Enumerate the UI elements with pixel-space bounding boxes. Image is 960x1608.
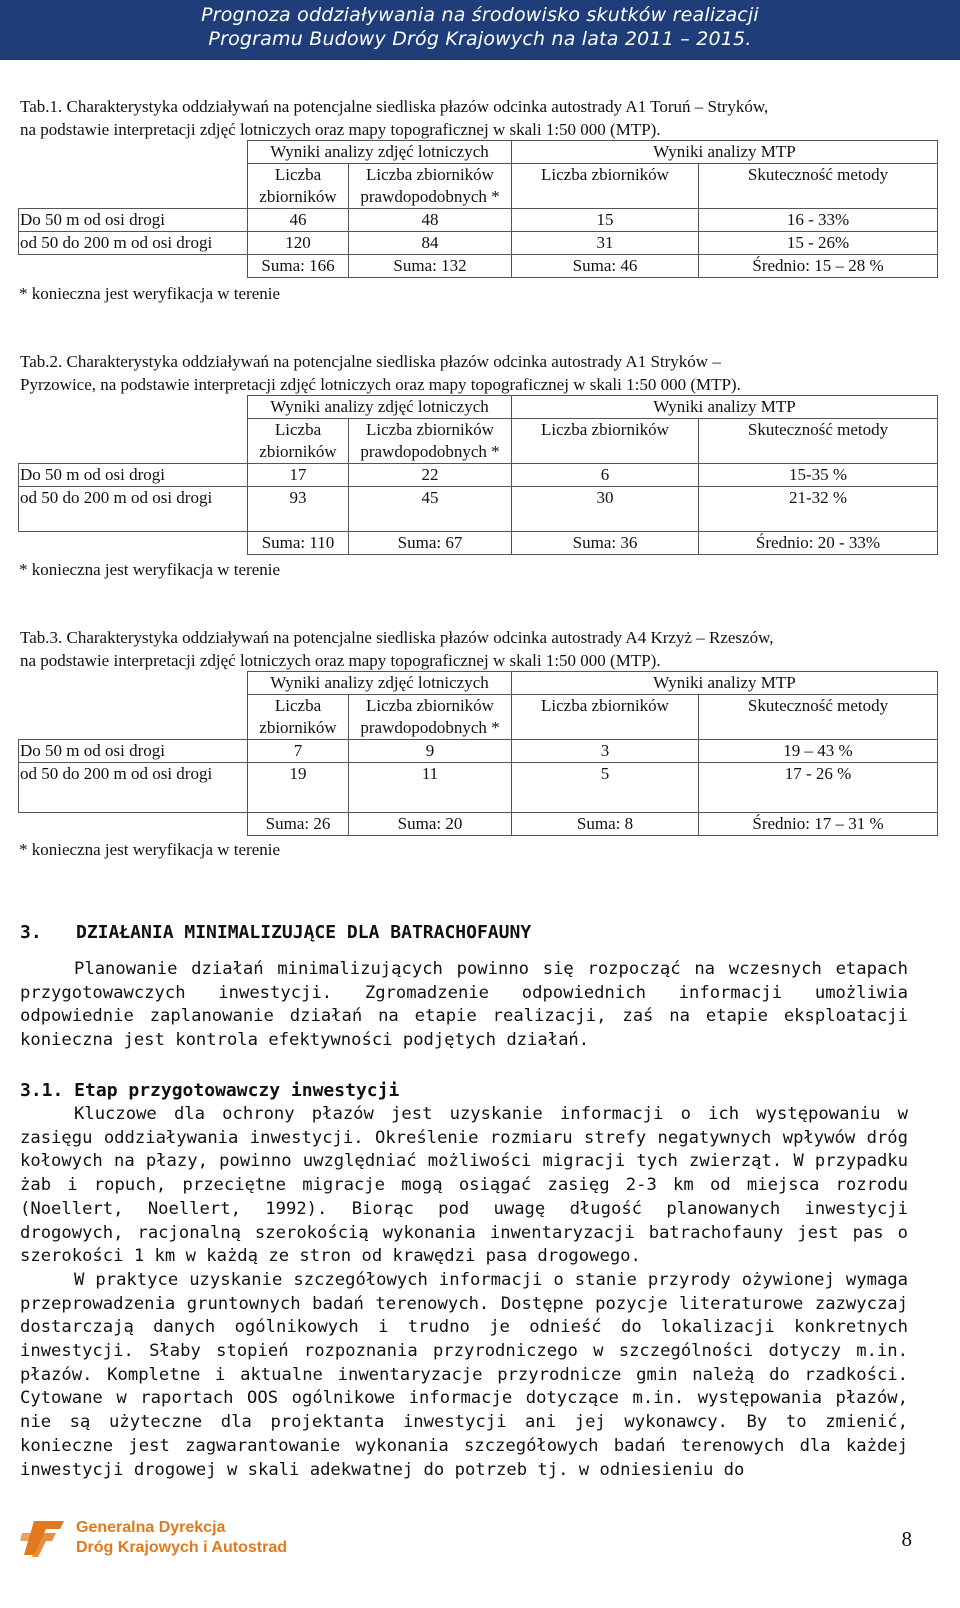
group-aerial: Wyniki analizy zdjęć lotniczych [248,672,512,695]
cell: 19 – 43 % [699,740,938,763]
cell: 16 - 33% [699,209,938,232]
row-label: od 50 do 200 m od osi drogi [19,763,248,813]
column-header: Liczba zbiorników prawdopodobnych * [349,419,512,464]
column-header: Liczba zbiorników [248,695,349,740]
table-3-note: * konieczna jest weryfikacja w terenie [19,840,281,859]
cell: 17 - 26 % [699,763,938,813]
table-header-groups [19,141,938,164]
table-row [19,740,938,763]
table-sum-row [19,255,938,278]
table-1-note: * konieczna jest weryfikacja w terenie [19,284,281,303]
cell: 17 [248,464,349,487]
sum-cell: Suma: 67 [349,532,512,555]
section-3-1-body [20,1103,908,1482]
table-row [19,209,938,232]
row-label: Do 50 m od osi drogi [19,464,248,487]
sum-cell: Suma: 8 [512,813,699,836]
table-sum-row [19,813,938,836]
column-header: Liczba zbiorników [248,419,349,464]
cell: 15 [512,209,699,232]
caption-line: Tab.1. Charakterystyka oddziaływań na potencjalne siedliska płazów odcinka autostrady A1 Toruń – Stryków, [20,97,769,116]
column-header: Skuteczność metody [699,695,938,740]
page-number: 8 [901,1527,912,1551]
group-aerial: Wyniki analizy zdjęć lotniczych [248,396,512,419]
column-header: Skuteczność metody [699,419,938,464]
table-row [19,487,938,532]
caption-line: na podstawie interpretacji zdjęć lotniczych oraz mapy topograficznej w skali 1:50 000 (MTP). [20,120,661,139]
header-line-1: Prognoza oddziaływania na środowisko skutków realizacji [201,4,759,26]
paragraph: Planowanie działań minimalizujących powinno się rozpocząć na wczesnych etapach przygotowawczych inwestycji. Zgromadzenie odpowiednich informacji umożliwia odpowiednie zaplanowanie działań na etapie realizacji, zaś na etapie eksploatacji konieczna jest kontrola efektywności podjętych działań. [20,959,908,1051]
cell: 46 [248,209,349,232]
paragraph: W praktyce uzyskanie szczegółowych informacji o stanie przyrody ożywionej wymaga przeprowadzenia gruntownych badań terenowych. Dostępne pozycje literaturowe zazwyczaj dostarczają danych ogólnikowych i trudno je odnieść do lokalizacji konkretnych inwestycji. Słaby stopień rozpoznania przyrodniczego w szczególności dotyczy m.in. płazów. Kompletne i aktualne inwentaryzacje przyrodnicze gmin należą do rzadkości. Cytowane w raportach OOS ogólnikowe informacje dotyczące m.in. występowania płazów, nie są użyteczne dla projektanta inwestycji ani jej wykonawcy. By to zmienić, konieczne jest zagwarantowanie wykonania szczegółowych badań terenowych dla każdej inwestycji drogowej w skali adekwatnej do potrzeb tj. w odniesieniu do [20,1269,908,1480]
cell: 11 [349,763,512,813]
cell: 3 [512,740,699,763]
table-2-note: * konieczna jest weryfikacja w terenie [19,560,281,579]
cell: 15-35 % [699,464,938,487]
table-row [19,763,938,813]
table-1 [18,140,938,278]
sum-cell: Średnio: 15 – 28 % [699,255,938,278]
sum-cell: Suma: 132 [349,255,512,278]
sum-cell: Suma: 46 [512,255,699,278]
table-2-caption [20,350,940,396]
cell: 22 [349,464,512,487]
cell: 120 [248,232,349,255]
caption-line: na podstawie interpretacji zdjęć lotniczych oraz mapy topograficznej w skali 1:50 000 (MTP). [20,651,661,670]
section-3-1-heading: 3.1. Etap przygotowawczy inwestycji [20,1080,400,1101]
caption-line: Tab.2. Charakterystyka oddziaływań na potencjalne siedliska płazów odcinka autostrady A1 Stryków – [20,352,721,371]
cell: 5 [512,763,699,813]
cell: 93 [248,487,349,532]
cell: 19 [248,763,349,813]
column-header: Liczba zbiorników prawdopodobnych * [349,695,512,740]
column-header: Liczba zbiorników [512,164,699,209]
header-line-2: Programu Budowy Dróg Krajowych na lata 2011 – 2015. [208,28,752,50]
column-header: Skuteczność metody [699,164,938,209]
table-3-caption [20,626,940,672]
row-label: Do 50 m od osi drogi [19,740,248,763]
row-label: od 50 do 200 m od osi drogi [19,232,248,255]
section-3-intro [20,958,908,1053]
column-header: Liczba zbiorników prawdopodobnych * [349,164,512,209]
table-header-columns [19,695,938,740]
sum-cell: Suma: 166 [248,255,349,278]
sum-cell: Średnio: 20 - 33% [699,532,938,555]
table-header-columns [19,419,938,464]
row-label: Do 50 m od osi drogi [19,209,248,232]
group-mtp: Wyniki analizy MTP [512,672,938,695]
table-header-groups [19,672,938,695]
section-3-heading [20,922,531,943]
section-title: DZIAŁANIA MINIMALIZUJĄCE DLA BATRACHOFAUNY [76,922,532,943]
table-3 [18,671,938,836]
group-mtp: Wyniki analizy MTP [512,396,938,419]
table-row [19,232,938,255]
row-label: od 50 do 200 m od osi drogi [19,487,248,532]
group-aerial: Wyniki analizy zdjęć lotniczych [248,141,512,164]
cell: 9 [349,740,512,763]
table-sum-row [19,532,938,555]
gddkia-logo-icon [20,1519,66,1557]
cell: 48 [349,209,512,232]
sum-cell: Suma: 20 [349,813,512,836]
table-row [19,464,938,487]
table-header-columns [19,164,938,209]
cell: 6 [512,464,699,487]
cell: 45 [349,487,512,532]
logo-line: Dróg Krajowych i Autostrad [76,1539,287,1556]
cell: 30 [512,487,699,532]
column-header: Liczba zbiorników [248,164,349,209]
logo-text [76,1518,287,1558]
sum-cell: Średnio: 17 – 31 % [699,813,938,836]
table-2 [18,395,938,555]
document-header [0,0,960,60]
cell: 7 [248,740,349,763]
caption-line: Pyrzowice, na podstawie interpretacji zdjęć lotniczych oraz mapy topograficznej w skali 1:50 000 (MTP). [20,375,741,394]
cell: 31 [512,232,699,255]
group-mtp: Wyniki analizy MTP [512,141,938,164]
caption-line: Tab.3. Charakterystyka oddziaływań na potencjalne siedliska płazów odcinka autostrady A4 Krzyż – Rzeszów, [20,628,774,647]
logo-line: Generalna Dyrekcja [76,1519,226,1536]
sum-cell: Suma: 26 [248,813,349,836]
table-header-groups [19,396,938,419]
cell: 21-32 % [699,487,938,532]
gddkia-logo [20,1515,320,1559]
table-1-caption [20,95,940,141]
column-header: Liczba zbiorników [512,695,699,740]
paragraph: Kluczowe dla ochrony płazów jest uzyskanie informacji o ich występowaniu w zasięgu oddziaływania inwestycji. Określenie rozmiaru strefy negatywnych wpływów dróg kołowych na płazy, powinno uwzględniać możliwości migracji tych zwierząt. W przypadku żab i ropuch, przeciętne migracje mogą osiągać zasięg 2-3 km od miejsca rozrodu (Noellert, Noellert, 1992). Biorąc pod uwagę długość planowanych inwestycji drogowych, racjonalną szerokością wykonania inwentaryzacji batrachofauny jest pas o szerokości 1 km w każdą ze stron od krawędzi pasa drogowego. [20,1104,908,1267]
section-number: 3. [20,922,42,943]
cell: 84 [349,232,512,255]
sum-cell: Suma: 110 [248,532,349,555]
column-header: Liczba zbiorników [512,419,699,464]
sum-cell: Suma: 36 [512,532,699,555]
cell: 15 - 26% [699,232,938,255]
